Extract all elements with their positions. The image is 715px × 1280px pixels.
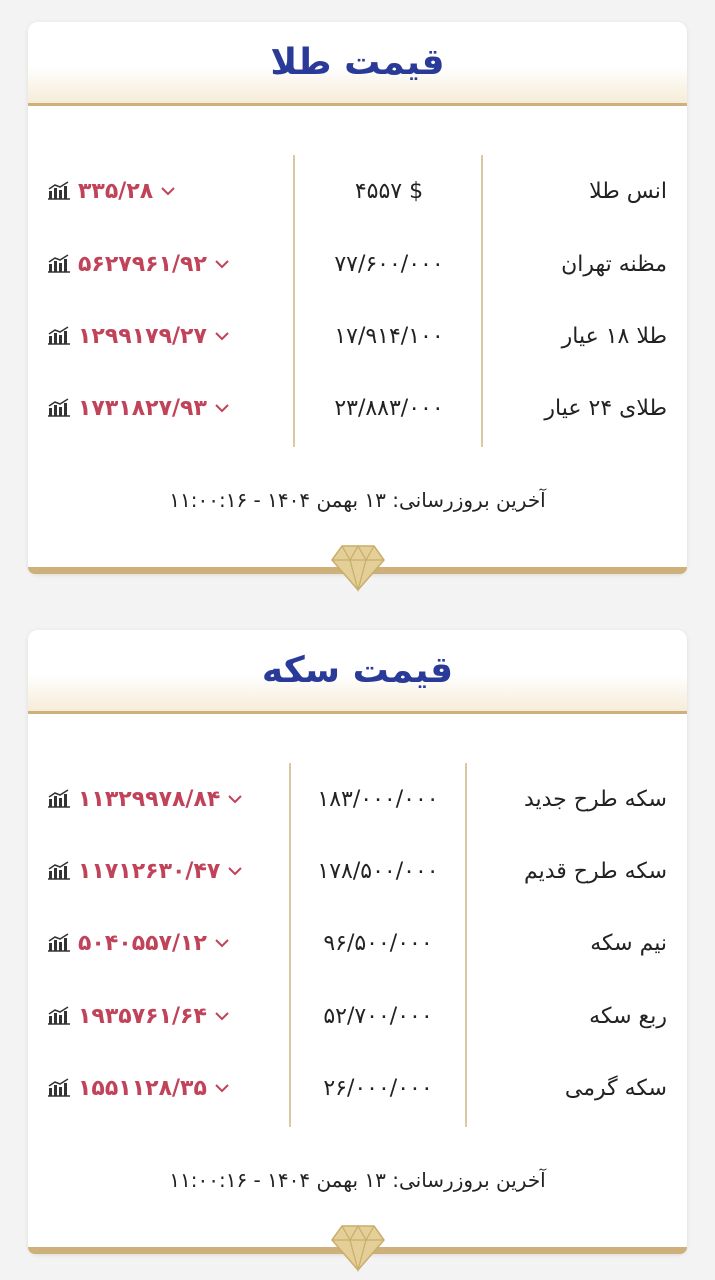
change-value: ۱۱۷۱۲۶۳۰/۴۷ (78, 858, 221, 884)
last-update-text: آخرین بروزرسانی: ۱۳ بهمن ۱۴۰۴ - ۱۱:۰۰:۱۶ (169, 1168, 546, 1192)
bar-chart-icon[interactable] (46, 181, 72, 201)
item-price: ۲۳/۸۸۳/۰۰۰ (334, 395, 444, 421)
coin-card-header (28, 630, 687, 714)
item-change[interactable] (46, 1076, 231, 1101)
bar-chart-icon[interactable] (46, 861, 72, 881)
diamond-icon (330, 542, 386, 592)
change-value: ۳۳۵/۲۸ (78, 178, 154, 204)
last-update-text: آخرین بروزرسانی: ۱۳ بهمن ۱۴۰۴ - ۱۱:۰۰:۱۶ (169, 488, 546, 512)
down-chevron-icon (213, 934, 231, 952)
down-chevron-icon (213, 327, 231, 345)
table-row (28, 777, 687, 821)
table-row (28, 994, 687, 1038)
item-name: سکه طرح قدیم (523, 858, 667, 884)
item-change[interactable] (46, 396, 231, 421)
item-change[interactable] (46, 931, 231, 956)
item-name: سکه گرمی (564, 1075, 667, 1101)
bar-chart-icon[interactable] (46, 789, 72, 809)
table-row (28, 849, 687, 893)
bar-chart-icon[interactable] (46, 254, 72, 274)
bar-chart-icon[interactable] (46, 933, 72, 953)
item-change[interactable] (46, 252, 231, 277)
item-price: ۴۵۵۷ $ (354, 178, 424, 204)
down-chevron-icon (226, 862, 244, 880)
item-name: انس طلا (589, 178, 667, 204)
change-value: ۵۰۴۰۵۵۷/۱۲ (78, 930, 207, 956)
down-chevron-icon (226, 790, 244, 808)
table-row (28, 242, 687, 286)
item-price: ۵۲/۷۰۰/۰۰۰ (323, 1003, 433, 1029)
item-price: ۱۷۸/۵۰۰/۰۰۰ (317, 858, 439, 884)
coin-card-title: قیمت سکه (261, 650, 454, 691)
item-name: طلای ۲۴ عیار (544, 395, 667, 421)
change-value: ۱۲۹۹۱۷۹/۲۷ (78, 323, 207, 349)
coin-price-card (28, 630, 687, 1254)
item-name: مظنه تهران (561, 251, 667, 277)
bar-chart-icon[interactable] (46, 1078, 72, 1098)
down-chevron-icon (213, 1007, 231, 1025)
item-price: ۲۶/۰۰۰/۰۰۰ (323, 1075, 433, 1101)
diamond-icon (330, 1222, 386, 1272)
bar-chart-icon[interactable] (46, 398, 72, 418)
gold-card-title: قیمت طلا (270, 42, 445, 83)
down-chevron-icon (213, 1079, 231, 1097)
gold-price-card (28, 22, 687, 574)
table-row (28, 921, 687, 965)
change-value: ۱۹۳۵۷۶۱/۶۴ (78, 1003, 207, 1029)
down-chevron-icon (213, 399, 231, 417)
bar-chart-icon[interactable] (46, 326, 72, 346)
item-name: ربع سکه (589, 1003, 667, 1029)
item-name: نیم سکه (590, 930, 667, 956)
bar-chart-icon[interactable] (46, 1006, 72, 1026)
item-price: ۱۷/۹۱۴/۱۰۰ (334, 323, 444, 349)
gold-card-header (28, 22, 687, 106)
item-change[interactable] (46, 859, 244, 884)
table-row (28, 314, 687, 358)
item-name: سکه طرح جدید (523, 786, 667, 812)
table-row (28, 386, 687, 430)
down-chevron-icon (213, 255, 231, 273)
item-change[interactable] (46, 179, 177, 204)
item-price: ۱۸۳/۰۰۰/۰۰۰ (317, 786, 439, 812)
item-price: ۷۷/۶۰۰/۰۰۰ (334, 251, 444, 277)
down-chevron-icon (159, 182, 177, 200)
change-value: ۱۱۳۲۹۹۷۸/۸۴ (78, 786, 221, 812)
table-row (28, 1066, 687, 1110)
table-row (28, 169, 687, 213)
change-value: ۱۵۵۱۱۲۸/۳۵ (78, 1075, 207, 1101)
item-change[interactable] (46, 324, 231, 349)
change-value: ۵۶۲۷۹۶۱/۹۲ (78, 251, 207, 277)
change-value: ۱۷۳۱۸۲۷/۹۳ (78, 395, 207, 421)
item-change[interactable] (46, 1004, 231, 1029)
item-name: طلا ۱۸ عیار (561, 323, 667, 349)
item-price: ۹۶/۵۰۰/۰۰۰ (323, 930, 433, 956)
item-change[interactable] (46, 787, 244, 812)
